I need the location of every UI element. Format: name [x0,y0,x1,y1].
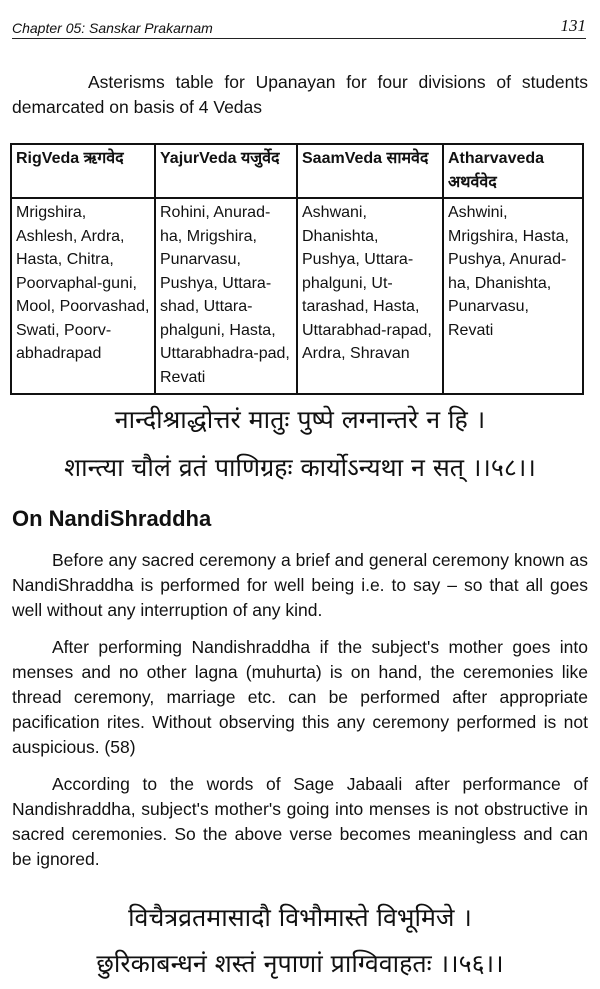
body-text [12,548,588,885]
header-yajurveda: YajurVeda यजुर्वेद [155,144,297,198]
cell-saamveda: Ashwani, Dhanishta, Pushya, Uttara-phalguni, Ut-tarashad, Hasta, Uttarabhad-rapad, Ardra, Shravan [297,198,443,394]
cell-atharvaveda: Ashwini, Mrigshira, Hasta, Pushya, Anurad-ha, Dhanishta, Punarvasu, Revati [443,198,583,394]
cell-yajurveda: Rohini, Anurad-ha, Mrigshira, Punarvasu, Pushya, Uttara-shad, Uttara-phalguni, Hasta, Uttarabhadra-pad, Revati [155,198,297,394]
page-number: 131 [560,16,586,35]
verse-line: नान्दीश्राद्धोत्तरं मातुः पुष्पे लग्नान्तरे न हि । [114,405,486,434]
paragraph: According to the words of Sage Jabaali after performance of Nandishraddha, subject's mother's going into menses is not obstructive in sacred ceremonies. So the above verse becomes meaningless and can be ignored. [12,774,588,869]
cell-rigveda: Mrigshira, Ashlesh, Ardra, Hasta, Chitra, Poorvaphal-guni, Mool, Poorvashad, Swati, Poorv-abhadrapad [11,198,155,394]
header-rigveda: RigVeda ऋगवेद [11,144,155,198]
running-header [12,10,586,39]
verse-line: छुरिकाबन्धनं शस्तं नृपाणां प्राग्विवाहतः ।।५६।। [96,949,504,978]
table-header-row [11,144,583,198]
paragraph: After performing Nandishraddha if the subject's mother goes into menses and no other lagna (muhurta) is on hand, the ceremonies like thread ceremony, marriage etc. can be performed after appropriate pacification rites. Without observing this any ceremony performed is not auspicious. (58) [12,637,588,757]
table-row [11,198,583,394]
verse-line: शान्त्या चौलं व्रतं पाणिग्रहः कार्योऽन्यथा न सत् ।।५८।। [64,453,536,482]
header-saamveda: SaamVeda सामवेद [297,144,443,198]
table-caption [12,70,588,119]
verse-line: विचैत्रव्रतमासादौ विभौमास्ते विभूमिजे । [128,903,472,932]
caption-text: Asterisms table for Upanayan for four divisions of students demarcated on basis of 4 Vedas [12,72,588,117]
asterisms-table [10,143,584,395]
section-heading: On NandiShraddha [12,506,212,531]
header-atharvaveda: Atharvaveda अथर्ववेद [443,144,583,198]
chapter-title: Chapter 05: Sanskar Prakarnam [12,20,213,36]
paragraph: Before any sacred ceremony a brief and general ceremony known as NandiShraddha is performed for well being i.e. to say – so that all goes well without any interruption of any kind. [12,550,588,620]
